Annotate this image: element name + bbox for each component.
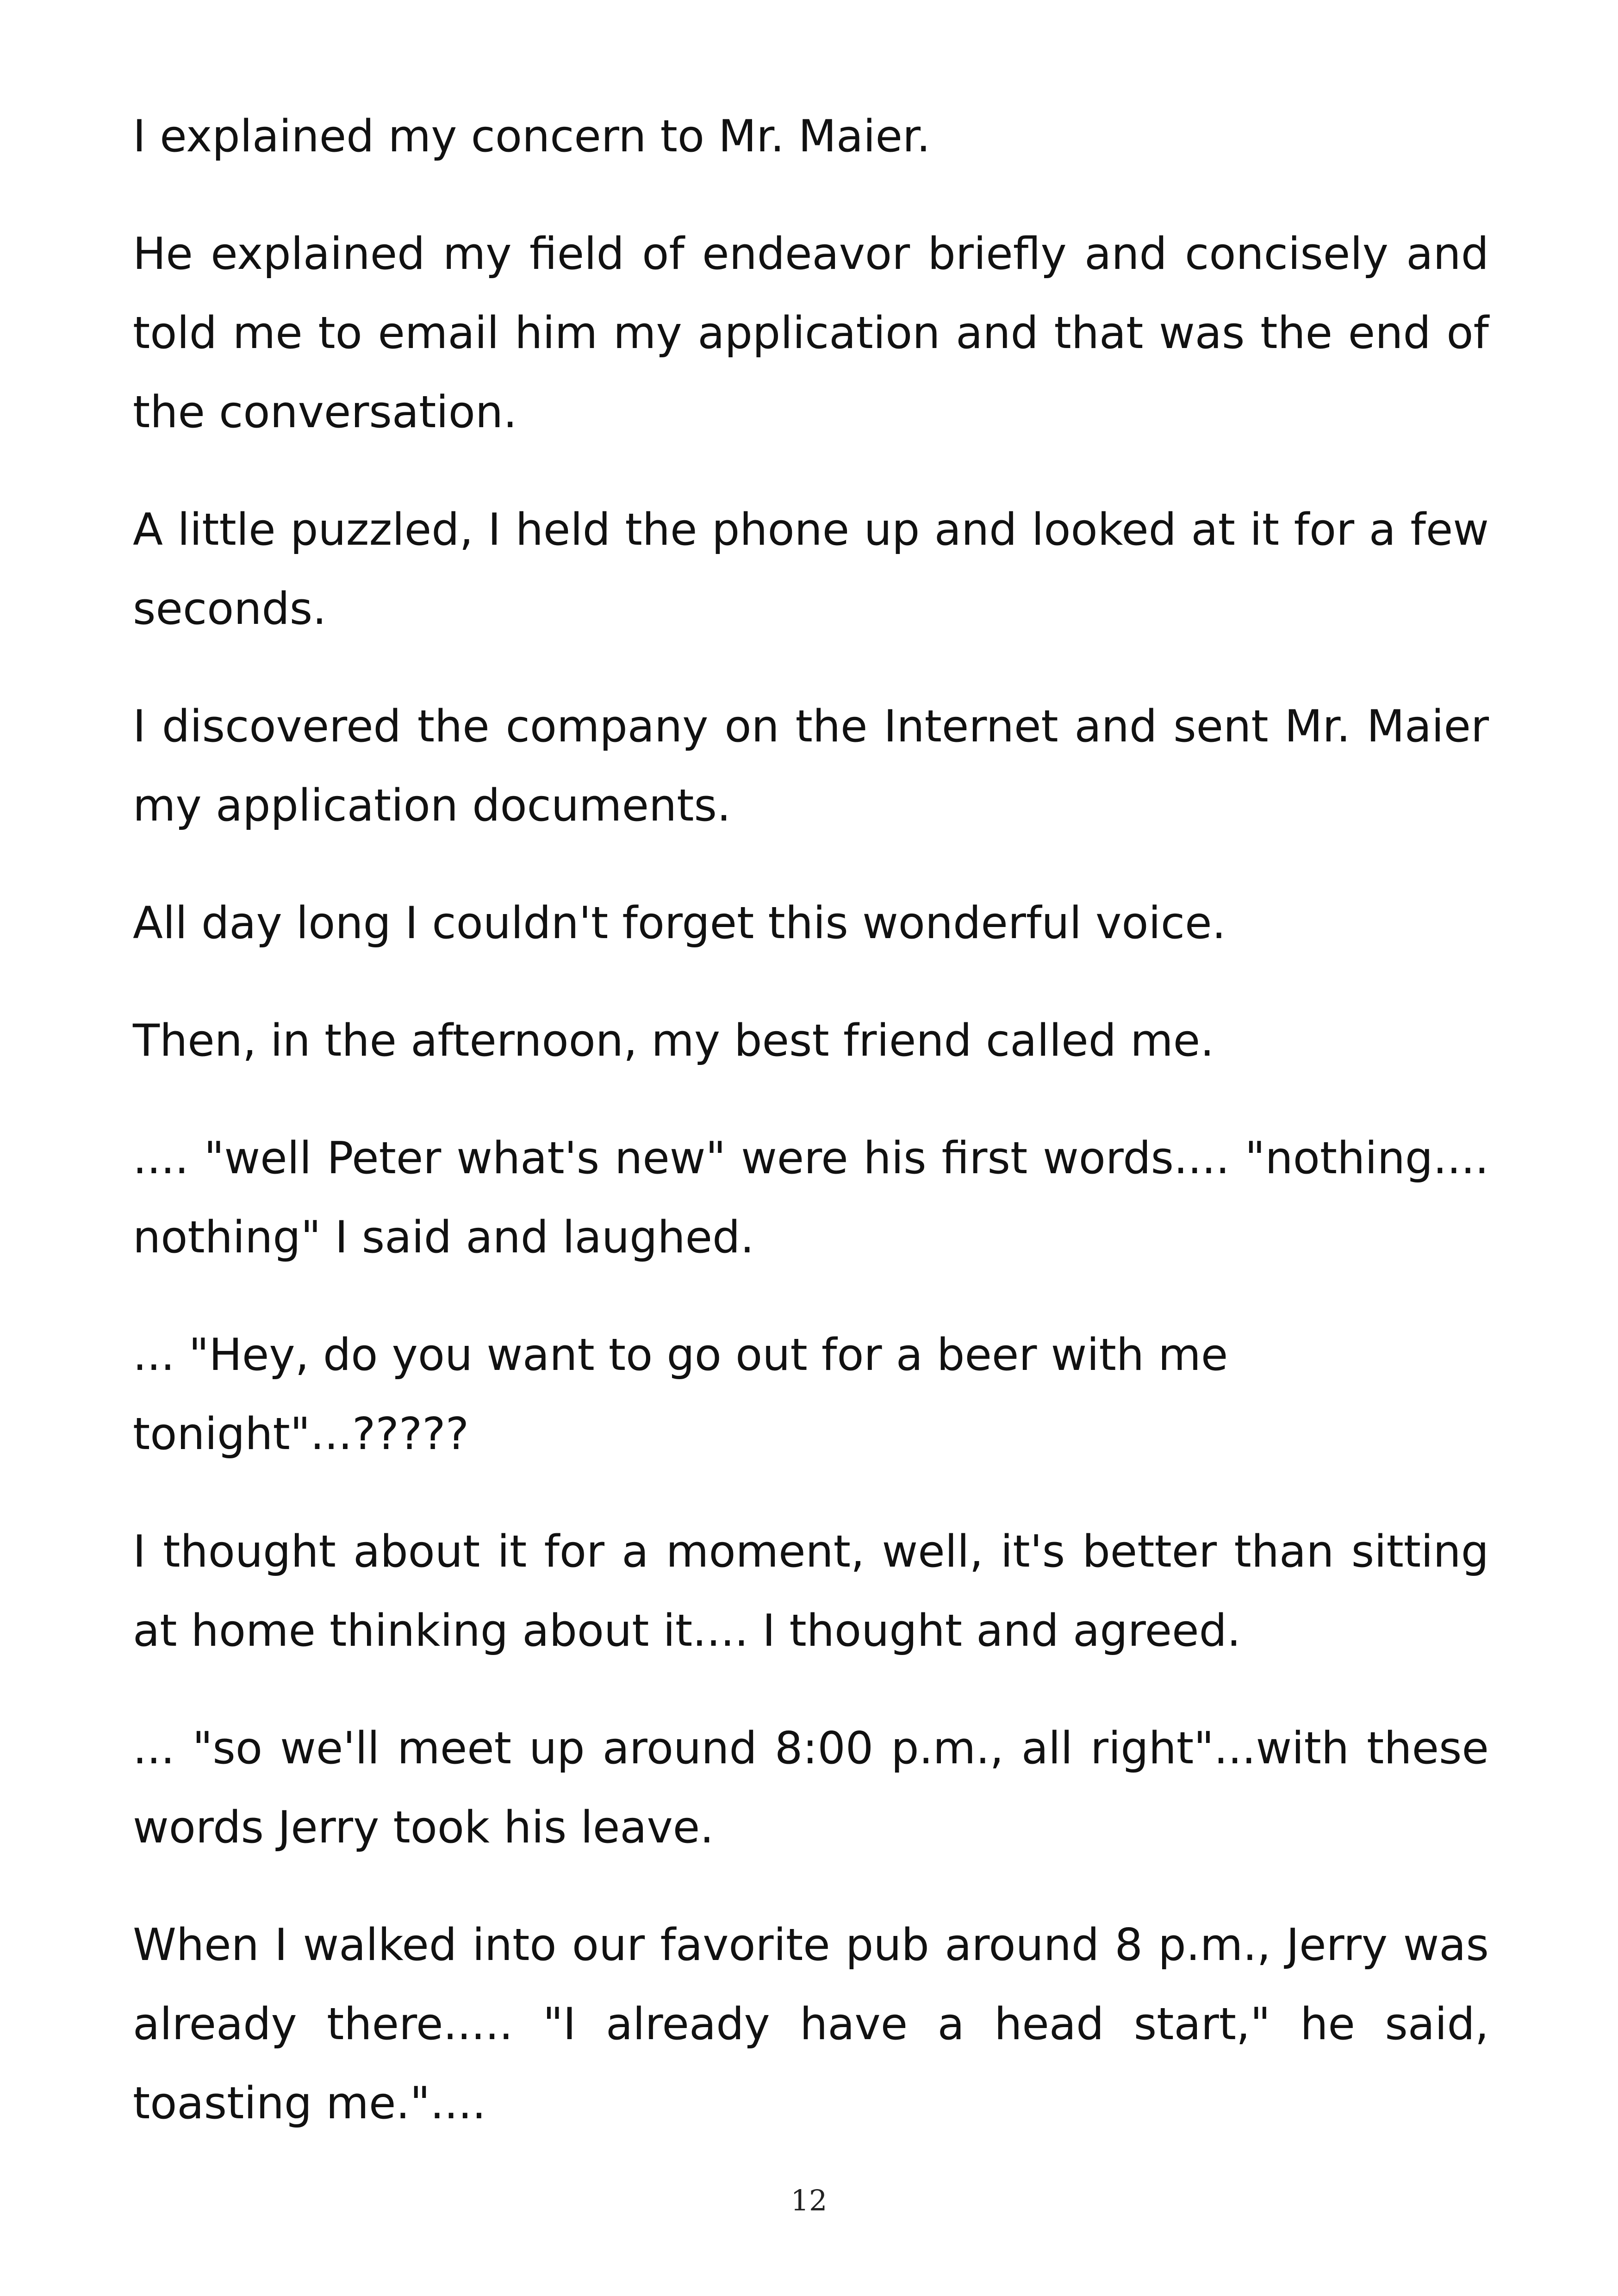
paragraph: When I walked into our favorite pub around 8 p.m., Jerry was already there..... "I already have a head start," he said, toasting me.".... bbox=[133, 1920, 1489, 2129]
paragraph: I discovered the company on the Internet and sent Mr. Maier my application documents. bbox=[133, 701, 1489, 831]
paragraph: ... "so we'll meet up around 8:00 p.m., all right"...with these words Jerry took his leave. bbox=[133, 1723, 1489, 1853]
paragraph: All day long I couldn't forget this wonderful voice. bbox=[133, 898, 1226, 949]
paragraph: ... "Hey, do you want to go out for a beer with me tonight"...????? bbox=[133, 1330, 1228, 1460]
page-number: 12 bbox=[790, 2184, 828, 2217]
paragraph: A little puzzled, I held the phone up and looked at it for a few seconds. bbox=[133, 504, 1489, 635]
paragraph: He explained my field of endeavor briefly and concisely and told me to email him my application and that was the end of the conversation. bbox=[133, 229, 1489, 438]
paragraph: I explained my concern to Mr. Maier. bbox=[133, 111, 931, 162]
paragraph: I thought about it for a moment, well, it's better than sitting at home thinking about it.... I thought and agreed. bbox=[133, 1526, 1489, 1656]
body-text bbox=[133, 97, 1489, 2182]
paragraph: Then, in the afternoon, my best friend called me. bbox=[133, 1015, 1214, 1066]
paragraph: .... "well Peter what's new" were his first words.... "nothing.... nothing" I said and laughed. bbox=[133, 1133, 1489, 1263]
